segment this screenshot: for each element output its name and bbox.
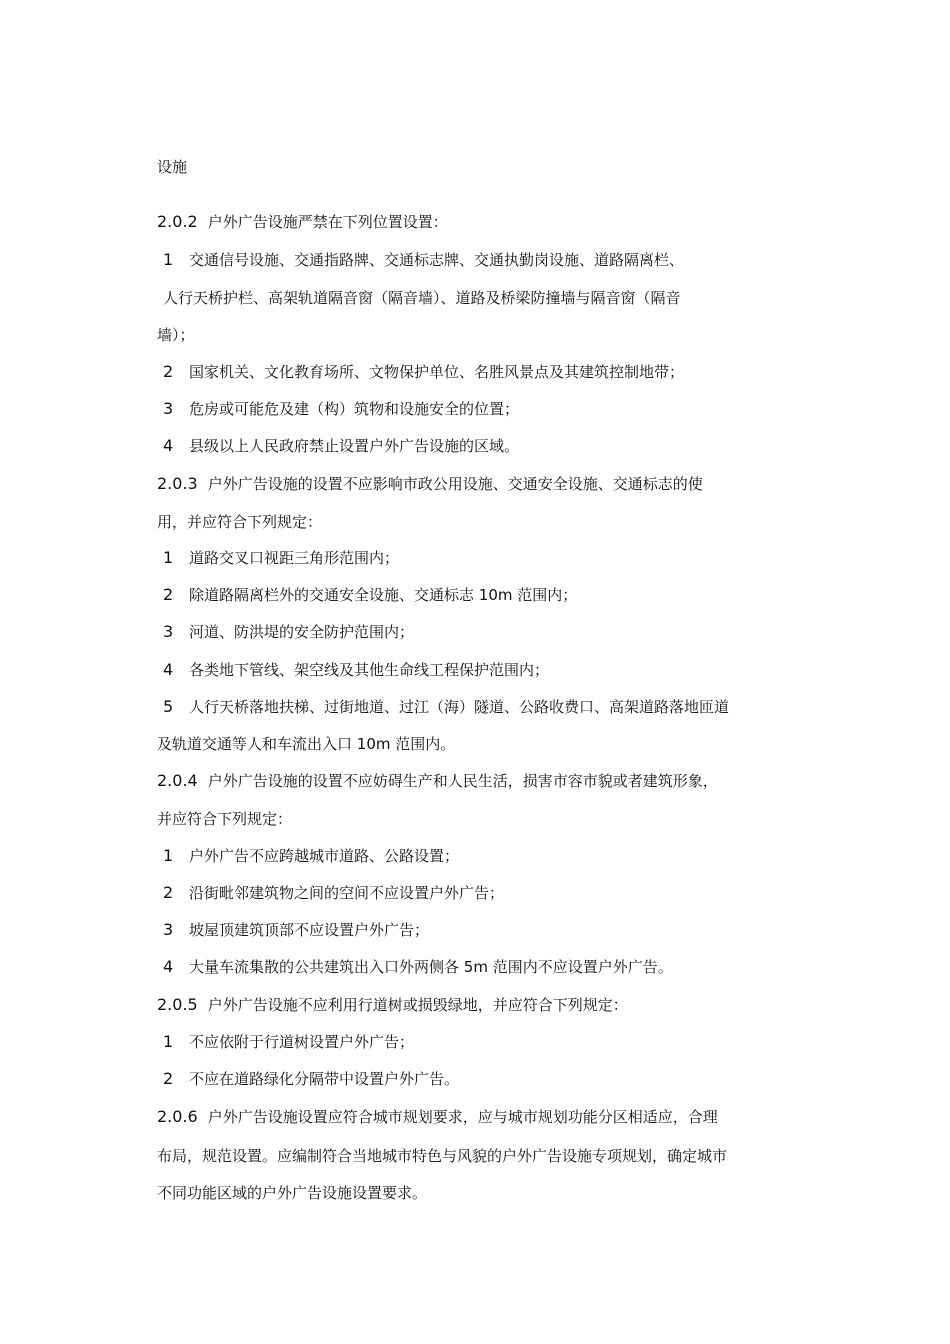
line-text: 不同功能区域的户外广告设施设置要求。 [157,1184,428,1202]
item-number: 2 [163,585,174,604]
list-item [157,1032,414,1052]
clause-number: 2.0.2 [157,212,198,231]
item-number: 4 [163,957,174,976]
item-number: 3 [163,622,174,641]
item-text: 危房或可能危及建（构）筑物和设施安全的位置； [189,400,520,418]
clause-number: 2.0.6 [157,1107,198,1126]
text-line [163,288,681,308]
clause-heading [157,771,718,791]
item-number: 1 [163,846,174,865]
line-text: 布局，规范设置。应编制符合当地城市特色与风貌的户外广告设施专项规划，确定城市 [157,1147,728,1165]
clause-text: 户外广告设施严禁在下列位置设置： [207,213,448,231]
clause-number: 2.0.3 [157,474,198,493]
clause-text: 户外广告设施的设置不应影响市政公用设施、交通安全设施、交通标志的使 [207,475,703,493]
item-number: 4 [163,436,174,455]
item-text: 道路交叉口视距三角形范围内； [189,549,400,567]
list-item [157,622,414,642]
list-item [157,1069,459,1089]
list-item [157,399,519,419]
list-item [157,585,577,605]
item-text: 交通信号设施、交通指路牌、交通标志牌、交通执勤岗设施、道路隔离栏、 [189,251,685,269]
clause-heading [157,474,703,494]
line-text: 墙）； [157,326,195,344]
item-text: 河道、防洪堤的安全防护范围内； [189,623,415,641]
item-number: 1 [163,548,174,567]
item-text: 户外广告不应跨越城市道路、公路设置； [189,847,460,865]
clause-heading [157,995,628,1015]
clause-number: 2.0.4 [157,771,198,790]
line-text: 及轨道交通等人和车流出入口 10m 范围内。 [157,735,456,753]
clause-heading [157,1107,718,1127]
list-item [157,660,549,680]
list-item [157,883,504,903]
item-text: 人行天桥落地扶梯、过街地道、过江（海）隧道、公路收费口、高架道路落地匝道 [189,698,730,716]
item-text: 国家机关、文化教育场所、文物保护单位、名胜风景点及其建筑控制地带； [189,363,685,381]
list-item [157,250,684,270]
item-number: 3 [163,920,174,939]
text-line [157,157,187,177]
item-text: 各类地下管线、架空线及其他生命线工程保护范围内； [189,661,550,679]
item-number: 1 [163,250,174,269]
item-text: 不应在道路绿化分隔带中设置户外广告。 [189,1070,460,1088]
text-line [157,1183,427,1203]
item-text: 大量车流集散的公共建筑出入口外两侧各 5m 范围内不应设置户外广告。 [189,958,673,976]
line-text: 人行天桥护栏、高架轨道隔音窗（隔音墙）、道路及桥梁防撞墙与隔音窗（隔音 [163,289,681,307]
list-item [157,920,429,940]
item-text: 沿街毗邻建筑物之间的空间不应设置户外广告； [189,884,505,902]
text-line [157,809,292,829]
list-item [157,846,459,866]
list-item [157,957,673,977]
line-text: 设施 [157,158,188,176]
clause-text: 户外广告设施不应利用行道树或损毁绿地，并应符合下列规定： [207,996,628,1014]
text-line [157,512,322,532]
text-line [157,325,195,345]
item-number: 2 [163,1069,174,1088]
text-line [157,1146,727,1166]
list-item [157,362,684,382]
clause-text: 户外广告设施的设置不应妨碍生产和人民生活，损害市容市貌或者建筑形象， [207,772,718,790]
item-number: 5 [163,697,174,716]
list-item [157,436,519,456]
clause-heading [157,212,448,232]
line-text: 并应符合下列规定： [157,810,293,828]
item-number: 2 [163,883,174,902]
item-number: 3 [163,399,174,418]
text-line [157,734,455,754]
clause-text: 户外广告设施设置应符合城市规划要求，应与城市规划功能分区相适应，合理 [207,1108,718,1126]
item-text: 县级以上人民政府禁止设置户外广告设施的区域。 [189,437,520,455]
item-text: 除道路隔离栏外的交通安全设施、交通标志 10m 范围内； [189,586,578,604]
item-number: 4 [163,660,174,679]
line-text: 用，并应符合下列规定： [157,513,323,531]
clause-number: 2.0.5 [157,995,198,1014]
list-item [157,697,729,717]
item-text: 坡屋顶建筑顶部不应设置户外广告； [189,921,430,939]
item-number: 2 [163,362,174,381]
item-number: 1 [163,1032,174,1051]
item-text: 不应依附于行道树设置户外广告； [189,1033,415,1051]
list-item [157,548,399,568]
